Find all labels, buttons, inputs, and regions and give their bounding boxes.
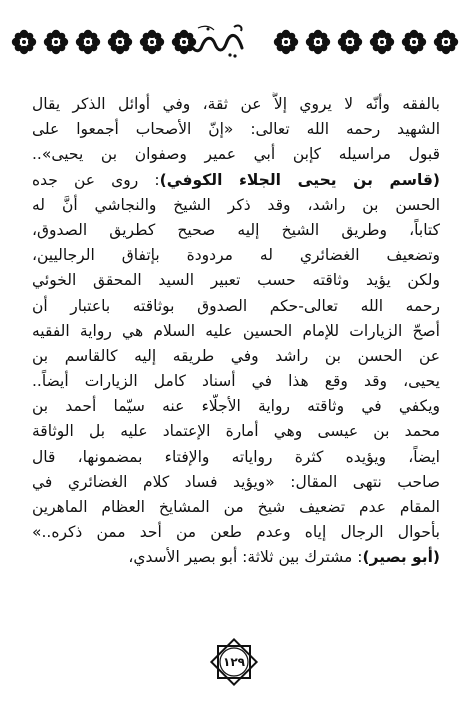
flower-ornament-icon [10, 28, 38, 56]
text-line: ويكفي في وثاقته رواية الأجلّاء عنه سيّما أحمد بن [32, 397, 440, 416]
text-line: وتضعيف الغضائري له مردودة بإتفاق الرجاليين، [32, 246, 440, 265]
text-run: : مشترك بين ثلاثة: أبو بصير الأسدي، [128, 548, 363, 567]
header-ornaments-right [272, 28, 460, 56]
narrator-term: (قاسم بن يحيى الجلاء الكوفي) [159, 170, 440, 189]
flower-ornament-icon [432, 28, 460, 56]
text-run: : روى عن جده [32, 170, 160, 189]
page-number-ornament [205, 633, 263, 691]
text-line: عن الحسن بن راشد وفي طريقه إليه كالقاسم بن [32, 346, 440, 365]
text-line: كتاباً، وطريق الشيخ إليه صحيح كطريق الصدوق، [32, 220, 440, 239]
text-line: الشهيد رحمه الله تعالى: «إنّ الأصحاب أجمعوا على [32, 120, 440, 139]
flower-ornament-icon [304, 28, 332, 56]
page-header [10, 22, 460, 66]
text-line: قبول مراسيله كإبن أبي عمير وصفوان بن يحيى».. [32, 145, 440, 164]
flower-ornament-icon [74, 28, 102, 56]
text-line: رحمه الله تعالى-حكم الصدوق بوثاقته باعتبار أن [32, 296, 440, 315]
page-number: ١٢٩ [223, 655, 245, 669]
text-line: ايضاً، ويؤيده كثرة رواياته والإفتاء بمضمونها، قال [32, 447, 440, 466]
text-line: صاحب نتهى المقال: «ويؤيد فساد كلام الغضائري في [32, 472, 440, 491]
flower-ornament-icon [138, 28, 166, 56]
header-ornaments-left [10, 28, 198, 56]
flower-ornament-icon [400, 28, 428, 56]
text-line-heading [32, 168, 440, 193]
narrator-term: (أبو بصير) [362, 548, 440, 567]
text-line: أصحّ الزيارات للإمام الحسين عليه السلام هي رواية الفقيه [32, 321, 440, 340]
flower-ornament-icon [368, 28, 396, 56]
text-line: بالفقه وأنّه لا يروي إلاَّ عن ثقة، وفي أوائل الذكر يقال [32, 95, 440, 113]
body-text [32, 92, 440, 592]
text-line: يحيى، وقد وقع هذا في أسناد كامل الزيارات أيضاً.. [32, 372, 440, 391]
text-line: محمد بن عيسى وهي أمارة الإعتماد عليه بل الوثاقة [32, 422, 440, 441]
text-line: بأحوال الرجال إياه وعدم طعن من أحد ممن ذكره..» [32, 523, 440, 542]
text-line: المقام عدم تضعيف شيخ من المشايخ العظام الماهرين [32, 498, 440, 516]
flower-ornament-icon [106, 28, 134, 56]
flower-ornament-icon [272, 28, 300, 56]
text-line: ولكن يؤيد وثاقته حسب تعبير السيد المحقق الخوئي [32, 271, 440, 290]
text-line-heading [32, 545, 440, 570]
calligraphy-logo [190, 22, 250, 62]
flower-ornament-icon [42, 28, 70, 56]
flower-ornament-icon [170, 28, 198, 56]
text-line: الحسن بن راشد، وقد ذكر الشيخ والنجاشي أنَّ له [32, 195, 440, 214]
flower-ornament-icon [336, 28, 364, 56]
